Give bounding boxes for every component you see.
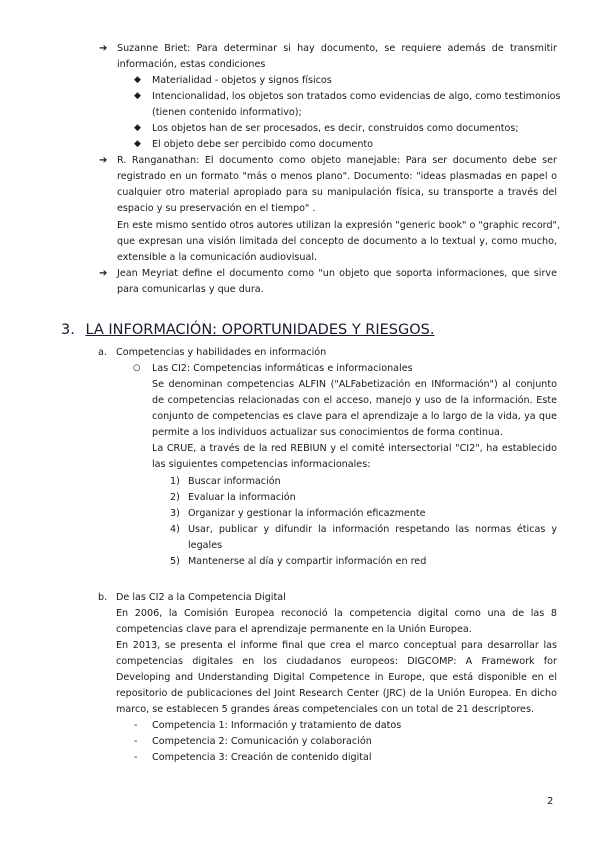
ci2-para1-line-3: conjunto de competencias es clave para el aprendizaje a lo largo de la vida, ya que [152, 411, 557, 422]
diamond-bullet-icon: ◆ [134, 139, 141, 149]
item-number: 2) [170, 492, 180, 503]
competence-item-4-line-1: Usar, publicar y difundir la información respetando las normas éticas y [188, 524, 557, 535]
sub-a-title: Competencias y habilidades en información [116, 347, 327, 358]
sub-b-para2-line-2: competencias digitales en los ciudadanos europeos: DIGCOMP: A Framework for [116, 656, 557, 667]
ci2-para1-line-2: de competencias relacionadas con el acceso, manejo y uso de la información. Este [152, 395, 557, 406]
arrow-bullet-icon: ➔ [99, 155, 108, 166]
section-heading [61, 320, 434, 340]
condition-4: El objeto debe ser percibido como documento [152, 139, 374, 150]
competence-item-1: Buscar información [188, 476, 281, 487]
ranganathan-extra-1: En este mismo sentido otros autores utilizan la expresión "generic book" o "graphic record", [117, 220, 561, 231]
sub-b-para2-line-3: Developing and Understanding Digital Competence in Europe, que está disponible en el [116, 672, 557, 683]
sub-b-para1-line-2: competencias clave para el aprendizaje permanente en la Unión Europea. [116, 624, 472, 635]
sub-b-para2-line-4: repositorio de publicaciones del Joint Research Center (JRC) de la Unión Europea. En dicho [116, 688, 557, 699]
ci2-para1-line-1: Se denominan competencias ALFIN ("ALFabetización en INformación") al conjunto [152, 379, 557, 390]
ranganathan-line-1: R. Ranganathan: El documento como objeto manejable: Para ser documento debe ser [117, 155, 557, 166]
item-number: 3) [170, 508, 180, 519]
sub-b-marker: b. [98, 592, 108, 603]
sub-b-para2-line-1: En 2013, se presenta el informe final que crea el marco conceptual para desarrollar las [116, 640, 557, 651]
section-title: LA INFORMACIÓN: OPORTUNIDADES Y RIESGOS. [85, 322, 435, 338]
dash-bullet: - [134, 720, 138, 731]
ranganathan-line-4: espacio y su preservación en el tiempo" . [117, 203, 316, 214]
ranganathan-extra-2: que expresan una visión limitada del concepto de documento a lo textual y, como mucho, [117, 236, 557, 247]
condition-2-line-1: Intencionalidad, los objetos son tratados como evidencias de algo, como testimonios [152, 91, 561, 102]
meyriat-line-1: Jean Meyriat define el documento como "un objeto que soporta informaciones, que sirve [117, 268, 557, 279]
competence-item-3: Organizar y gestionar la información eficazmente [188, 508, 426, 519]
competencia-1: Competencia 1: Información y tratamiento de datos [152, 720, 402, 731]
sub-a-marker: a. [98, 347, 107, 358]
dash-bullet: - [134, 752, 138, 763]
ci2-para2-line-1: La CRUE, a través de la red REBIUN y el comité intersectorial "CI2", ha establecido [152, 443, 557, 454]
ranganathan-line-3: cualquier otro material apropiado para su manipulación física, su transporte a través del [117, 187, 557, 198]
ranganathan-extra-3: extensible a la comunicación audiovisual. [117, 252, 318, 263]
briet-line-1: Suzanne Briet: Para determinar si hay documento, se requiere además de transmitir [117, 43, 557, 54]
dash-bullet: - [134, 736, 138, 747]
sub-b-para1-line-1: En 2006, la Comisión Europea reconoció la competencia digital como una de las 8 [116, 608, 557, 619]
ci2-para2-line-2: las siguientes competencias informacionales: [152, 459, 371, 470]
briet-line-2: información, estas condiciones [117, 59, 266, 70]
condition-2-line-2: (tienen contenido informativo); [152, 107, 302, 118]
condition-1: Materialidad - objetos y signos físicos [152, 75, 332, 86]
ci2-para1-line-4: permite a los individuos actualizar sus conocimientos de forma continua. [152, 427, 503, 438]
arrow-bullet-icon: ➔ [99, 43, 108, 54]
competencia-2: Competencia 2: Comunicación y colaboración [152, 736, 372, 747]
meyriat-line-2: para comunicarlas y que dura. [117, 284, 264, 295]
competence-item-5: Mantenerse al día y compartir información en red [188, 556, 427, 567]
diamond-bullet-icon: ◆ [134, 91, 141, 101]
section-number: 3. [61, 322, 75, 338]
arrow-bullet-icon: ➔ [99, 268, 108, 279]
ranganathan-line-2: registrado en un formato "más o menos plano". Documento: "ideas plasmadas en papel o [117, 171, 557, 182]
diamond-bullet-icon: ◆ [134, 75, 141, 85]
sub-b-title: De las CI2 a la Competencia Digital [116, 592, 286, 603]
sub-b-para2-line-5: marco, se establecen 5 grandes áreas competenciales con un total de 21 descriptores. [116, 704, 534, 715]
circle-bullet-icon: ○ [133, 363, 141, 373]
item-number: 5) [170, 556, 180, 567]
ci2-title: Las CI2: Competencias informáticas e informacionales [152, 363, 413, 374]
diamond-bullet-icon: ◆ [134, 123, 141, 133]
page-number: 2 [547, 796, 554, 807]
competencia-3: Competencia 3: Creación de contenido digital [152, 752, 372, 763]
competence-item-2: Evaluar la información [188, 492, 296, 503]
competence-item-4-line-2: legales [188, 540, 223, 551]
item-number: 1) [170, 476, 180, 487]
condition-3: Los objetos han de ser procesados, es decir, construidos como documentos; [152, 123, 519, 134]
item-number: 4) [170, 524, 180, 535]
